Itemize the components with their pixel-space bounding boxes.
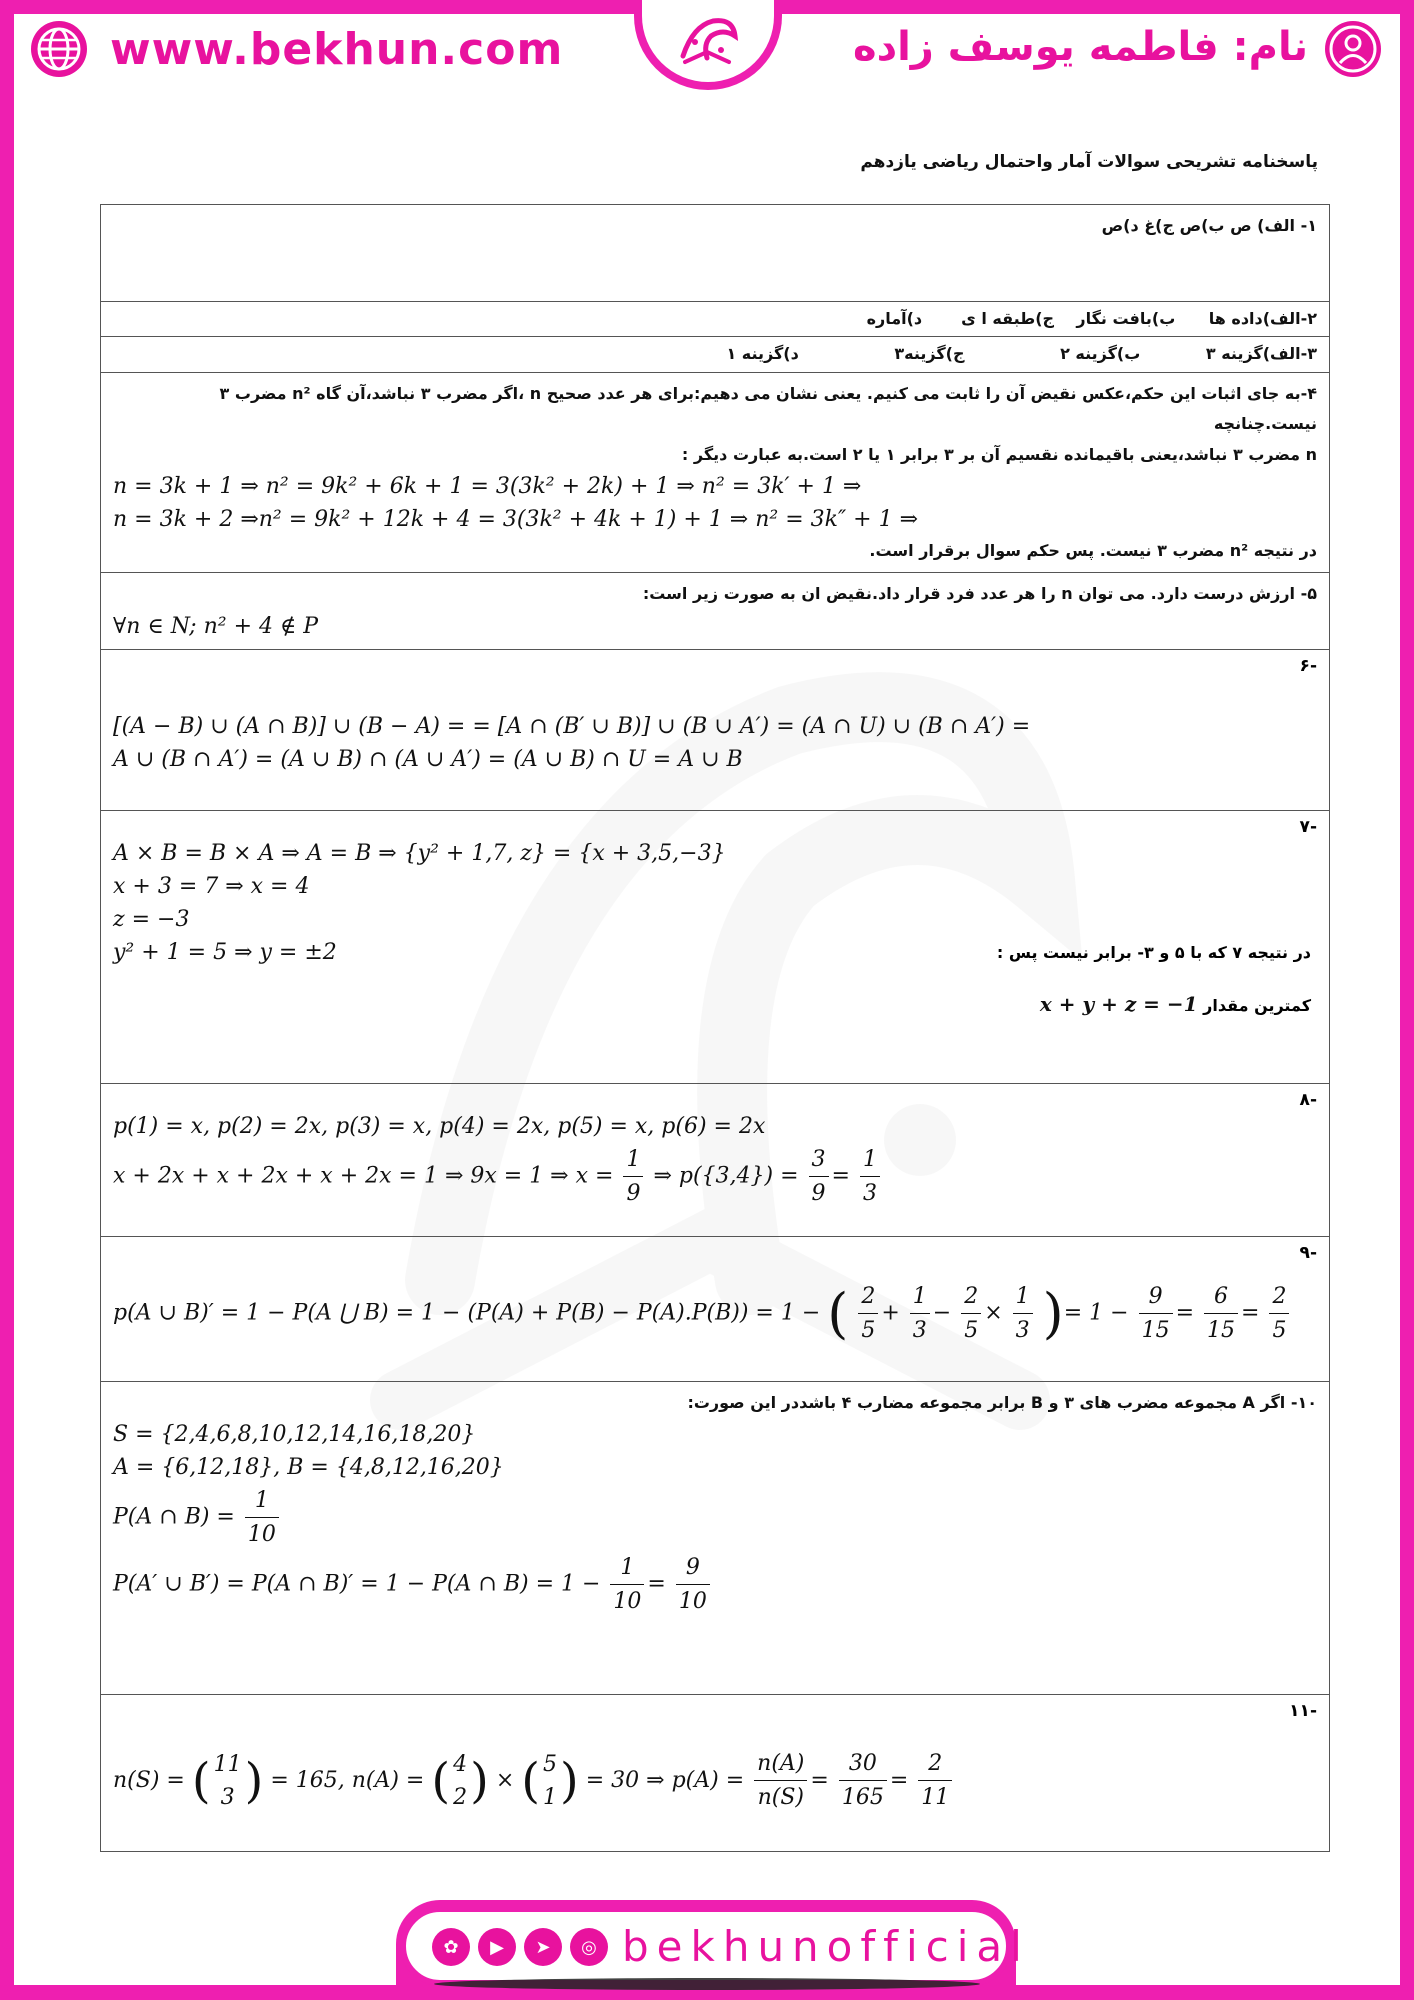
q8-fraction-3 [860,1143,880,1210]
q7-equation-2: x + 3 = 7 ⇒ x = 4 [113,873,310,899]
q9-r3-num: 2 [1269,1280,1289,1314]
q7-equation-4: y² + 1 = 5 ⇒ y = ±2 [113,939,337,965]
q1-text: ۱- الف) ص ب)ص ج)غ د)ص [1101,216,1317,235]
q3-option-c: ج)گزینه۳ [894,344,965,364]
aparat-icon[interactable]: ✿ [432,1928,470,1966]
q7-number: -۷ [1299,816,1317,837]
q7-note-2 [1040,989,1311,1019]
q11-h-num: 2 [918,1747,952,1781]
social-icons [432,1928,608,1966]
q5-equation: ∀n ∈ N; n² + 4 ∉ P [113,613,319,639]
q10-eq4-lhs: P(A′ ∪ B′) = P(A ∩ B)′ = 1 − P(A ∩ B) = 1 − [113,1571,601,1597]
q8-f3-num: 1 [860,1143,880,1177]
q9-frac-a [858,1280,878,1347]
q11-h-den: 11 [921,1785,950,1811]
q9-c-den: 5 [964,1317,979,1343]
q9-e-den: 3 [1015,1317,1030,1343]
q11-f-num: n(A) [754,1747,807,1781]
q9-r2-num: 6 [1204,1280,1238,1314]
answer-row-4 [101,372,1330,573]
q11-p1: n(S) = [113,1767,185,1793]
q11-g-den: 165 [841,1785,884,1811]
globe-icon [28,18,90,80]
q10-h-num: 9 [676,1551,710,1585]
q5-text: ۵- ارزش درست دارد. می توان n را هر عدد فرد قرار داد.نقیض ان به صورت زیر است: [642,584,1317,604]
q10-f-num: 1 [245,1484,279,1518]
q7-note-2-label: کمترین مقدار [1203,995,1311,1015]
student-name: نام: فاطمه یوسف زاده [852,24,1308,70]
q10-frac-f [245,1484,279,1551]
q7-note-1: در نتیجه ۷ که با ۵ و ۳- برابر نیست پس : [996,942,1311,962]
q11-p3: × [495,1767,515,1793]
q9-frac-r1 [1139,1280,1173,1347]
q9-c-num: 2 [961,1280,981,1314]
q11-b1-top: 11 [213,1751,242,1777]
q10-g-num: 1 [610,1551,644,1585]
q9-r1-num: 9 [1139,1280,1173,1314]
answer-row-11 [101,1694,1330,1851]
q8-f2-num: 3 [809,1143,829,1177]
q8-equation-2: x + 2x + x + 2x + x + 2x = 1 ⇒ 9x = 1 ⇒ x = $\frac{1}{9}$ ⇒ p({3,4}) = $\frac{3}{9}$ = $\frac{1}{3}$ [113,1143,1317,1210]
q9-a-num: 2 [858,1280,878,1314]
q9-frac-r2 [1204,1280,1238,1347]
q10-eq3-lhs: P(A ∩ B) = [113,1504,235,1530]
instagram-icon[interactable]: ◎ [570,1928,608,1966]
q8-eq2-lhs: x + 2x + x + 2x + x + 2x = 1 ⇒ 9x = 1 ⇒ x = [113,1163,614,1189]
q10-text: ۱۰- اگر A مجموعه مضرب های ۳ و B برابر مجموعه مضارب ۴ باشددر این صورت: [687,1392,1317,1412]
q3-options [113,339,1317,369]
answers-table [100,204,1330,1852]
q9-r1-den: 15 [1141,1317,1170,1343]
q10-equation-4: P(A′ ∪ B′) = P(A ∩ B)′ = 1 − P(A ∩ B) = 1 − $\frac{1}{10}$ = $\frac{9}{10}$ [113,1551,1317,1618]
q8-f1-den: 9 [626,1180,641,1206]
q7-note-2-eq: x + y + z = −1 [1039,991,1198,1016]
q8-f1-num: 1 [623,1143,643,1177]
q7-equation-1: A × B = B × A ⇒ A = B ⇒ {y² + 1,7, z} = {x + 3,5,−3} [113,840,726,866]
q11-binom-1 [214,1748,242,1814]
q11-frac-3 [918,1747,952,1814]
q11-frac-2 [839,1747,887,1814]
answer-row-7 [101,810,1330,1083]
q10-equation-3 [113,1484,1317,1551]
q8-fraction-1 [623,1143,643,1210]
q3-option-d: د)گزینه ۱ [726,344,799,364]
q7-equation-3: z = −3 [113,906,190,932]
answer-row-10 [101,1381,1330,1694]
page-title: پاسخنامه تشریحی سوالات آمار واحتمال ریاضی یازدهم [860,152,1318,172]
q11-b1-bottom: 3 [220,1784,235,1810]
q11-frac-1 [754,1747,807,1814]
answer-row-6 [101,649,1330,810]
q11-b3-top: 5 [543,1751,558,1777]
q11-g-num: 30 [839,1747,887,1781]
q10-g-den: 10 [613,1589,642,1615]
answer-row-9 [101,1236,1330,1381]
answer-row-5 [101,573,1330,649]
social-handle[interactable]: bekhunofficial [622,1922,1030,1971]
q10-frac-g [610,1551,644,1618]
q11-b3-bottom: 1 [543,1784,558,1810]
bekhun-logo-icon [663,6,753,76]
q11-p4: = 30 ⇒ p(A) = [585,1767,745,1793]
website-url[interactable]: www.bekhun.com [110,24,564,75]
answer-row-2 [101,302,1330,337]
q6-equation-2: A ∪ (B ∩ A′) = (A ∪ B) ∩ (A ∪ A′) = (A ∪ B) ∩ U = A ∪ B [113,746,743,772]
footer-social-bar [400,1906,1030,1986]
q9-b-den: 3 [912,1317,927,1343]
q6-equation-1: [(A − B) ∪ (A ∩ B)] ∪ (B − A) = = [A ∩ (B′ ∪ B)] ∪ (B ∪ A′) = (A ∩ U) ∪ (B ∩ A′) = [113,713,1031,739]
answer-row-8 [101,1083,1330,1236]
q4-intro-2: n مضرب ۳ نباشد،یعنی باقیمانده نقسیم آن بر ۳ برابر ۱ یا ۲ است.به عبارت دیگر : [681,444,1317,464]
q3-option-b: ب)گزینه ۲ [1060,344,1141,364]
q11-p2: = 165, n(A) = [270,1767,425,1793]
q8-f3-den: 3 [862,1180,877,1206]
q4-equation-1: n = 3k + 1 ⇒ n² = 9k² + 6k + 1 = 3(3k² + 2k) + 1 ⇒ n² = 3k′ + 1 ⇒ [113,473,862,499]
q9-b-num: 1 [910,1280,930,1314]
q11-b2-bottom: 2 [453,1784,468,1810]
q9-r2-den: 15 [1207,1317,1236,1343]
q11-b2-top: 4 [453,1751,468,1777]
q10-frac-h [676,1551,710,1618]
answer-row-1 [101,205,1330,302]
user-icon [1322,18,1384,80]
q9-frac-c [961,1280,981,1347]
q11-number: -۱۱ [1289,1700,1317,1721]
q9-number: -۹ [1299,1242,1317,1263]
q3-option-a: ۳-الف)گزینه ۳ [1205,344,1317,364]
q9-equation: p(A ∪ B)′ = 1 − P(A ⋃ B) = 1 − (P(A) + P(B) − P(A).P(B)) = 1 − ( $\frac{2}{5}$ + $\frac{1}{3}$ − $\frac{2}{5}$ × $\frac{1}{3}$ )= 1 − $\frac{9}{15}$ = $\frac{6}{15}$ = $\frac{2}{5}$ [113,1273,1317,1354]
q8-eq2-mid: ⇒ p({3,4}) = [653,1163,799,1189]
q8-equation-1: p(1) = x, p(2) = 2x, p(3) = x, p(4) = 2x, p(5) = x, p(6) = 2x [113,1113,766,1139]
q9-frac-r3 [1269,1280,1289,1347]
q8-f2-den: 9 [811,1180,826,1206]
q8-fraction-2 [809,1143,829,1210]
q9-frac-e [1013,1280,1033,1347]
q9-eq-lhs: p(A ∪ B)′ = 1 − P(A ⋃ B) = 1 − (P(A) + P(B) − P(A).P(B)) = 1 − [113,1300,821,1326]
q10-f-den: 10 [247,1522,276,1548]
q9-a-den: 5 [861,1317,876,1343]
q11-binom-2 [453,1748,467,1814]
telegram-icon[interactable]: ➤ [524,1928,562,1966]
q4-equation-2: n = 3k + 2 ⇒n² = 9k² + 12k + 4 = 3(3k² + 4k + 1) + 1 ⇒ n² = 3k″ + 1 ⇒ [113,506,919,532]
q11-equation: n(S) = ( 11 3 ) = 165, n(A) = ( 4 2 ) × ( 5 1 ) = 30 ⇒ p(A) = $\frac{n(A)}{n(S)}$ = $\frac{30}{165}$ = $\frac{2}{11}$ [113,1745,1317,1817]
youtube-icon[interactable]: ▶ [478,1928,516,1966]
q4-conclusion: در نتیجه n² مضرب ۳ نیست. پس حکم سوال برقرار است. [869,540,1317,560]
q8-number: -۸ [1299,1089,1317,1110]
q10-equation-1: S = {2,4,6,8,10,12,14,16,18,20} [113,1422,476,1448]
q9-e-num: 1 [1013,1280,1033,1314]
q2-text: ۲-الف)داده ها ب)بافت نگار ج)طبقه ا ی د)آماره [866,309,1317,328]
q9-r3-den: 5 [1272,1317,1287,1343]
q4-intro: ۴-به جای اثبات این حکم،عکس نقیض آن را ثابت می کنیم. یعنی نشان می دهیم:برای هر عدد صحیح n ،اگر مضرب ۳ نباشد،آن گاه n² مضرب ۳ نیست.چنانچه [219,383,1317,434]
q9-frac-b [910,1280,930,1347]
q11-binom-3 [543,1748,557,1814]
q10-equation-2: A = {6,12,18}, B = {4,8,12,16,20} [113,1455,504,1481]
q11-f-den: n(S) [757,1785,804,1811]
answer-row-3 [101,337,1330,372]
q6-number: -۶ [1299,655,1317,676]
q10-h-den: 10 [678,1589,707,1615]
footer-shadow [434,1978,980,1990]
